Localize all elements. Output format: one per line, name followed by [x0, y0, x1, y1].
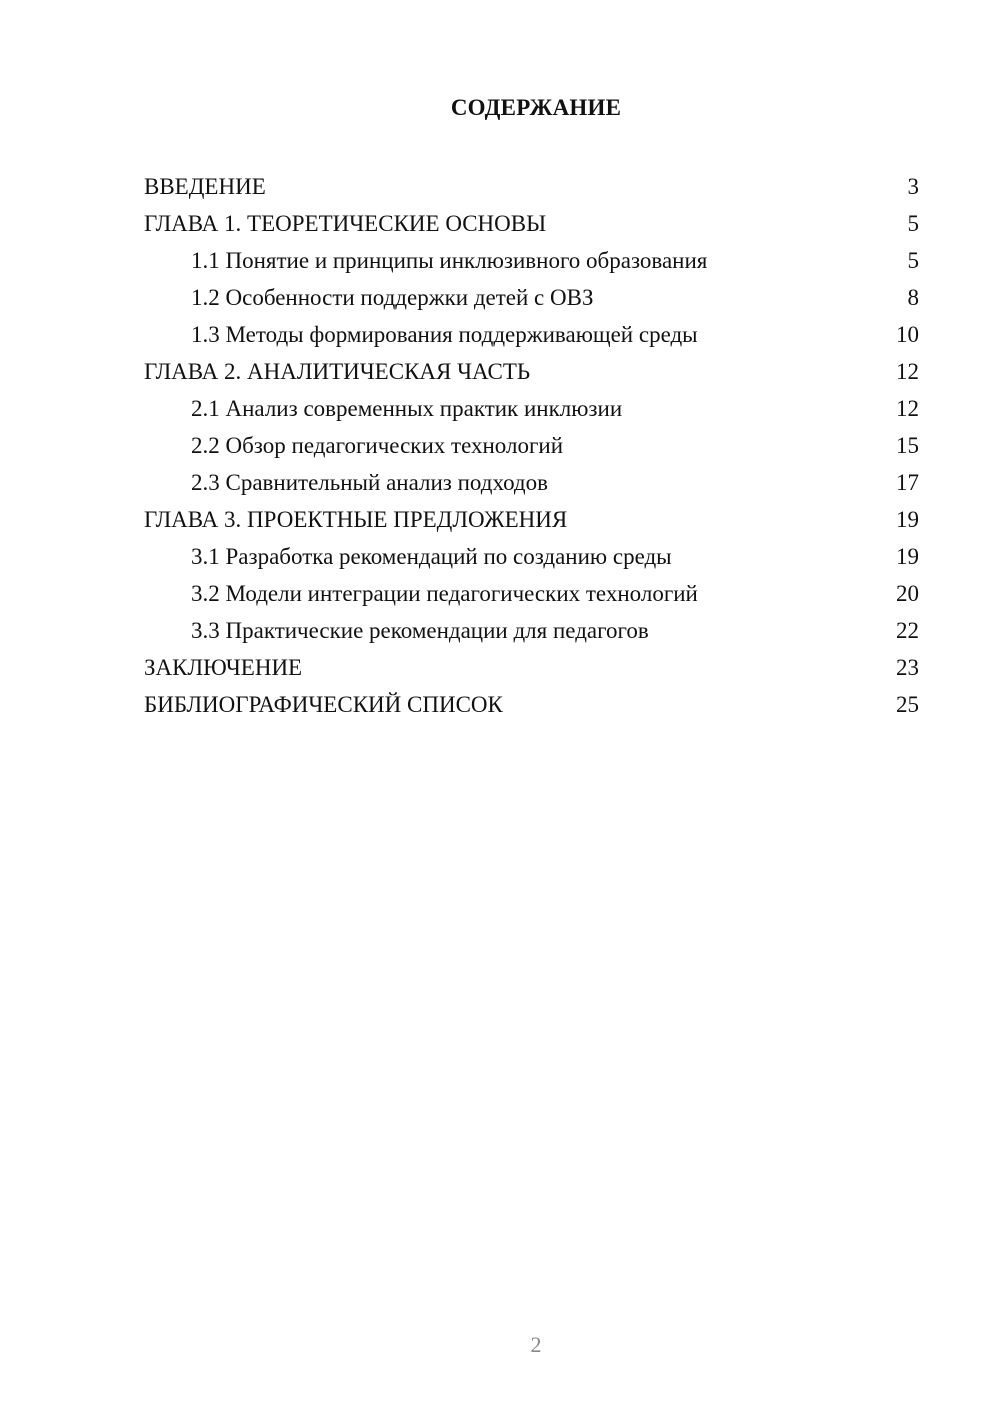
toc-entry-page: 19 [896, 507, 919, 532]
toc-entry-conclusion[interactable] [144, 649, 919, 686]
toc-entry-label: ГЛАВА 1. ТЕОРЕТИЧЕСКИЕ ОСНОВЫ [144, 211, 547, 236]
toc-entry-page: 22 [896, 618, 919, 643]
toc-entry-label: 3.1 Разработка рекомендаций по созданию среды [191, 544, 672, 569]
toc-entry-label: 2.1 Анализ современных практик инклюзии [191, 396, 623, 421]
toc-entry-label: 1.1 Понятие и принципы инклюзивного образования [191, 248, 708, 273]
toc-entry-page: 5 [907, 248, 919, 273]
toc-entry-label: 3.3 Практические рекомендации для педагогов [191, 618, 649, 643]
toc-entry-page: 12 [896, 396, 919, 421]
toc-entry-page: 3 [907, 174, 919, 199]
toc-entry-label: 3.2 Модели интеграции педагогических технологий [191, 581, 698, 606]
toc-entry-section-1-2[interactable] [144, 279, 919, 316]
toc-entry-page: 12 [896, 359, 919, 384]
toc-entry-label: ГЛАВА 2. АНАЛИТИЧЕСКАЯ ЧАСТЬ [144, 359, 531, 384]
toc-entry-section-3-1[interactable] [144, 538, 919, 575]
table-of-contents [144, 168, 919, 723]
toc-entry-page: 25 [896, 692, 919, 717]
page-number: 2 [530, 1332, 542, 1357]
toc-entry-label: ЗАКЛЮЧЕНИЕ [144, 655, 303, 680]
toc-entry-chapter-3[interactable] [144, 501, 919, 538]
toc-entry-label: 2.2 Обзор педагогических технологий [191, 433, 564, 458]
toc-entry-section-2-3[interactable] [144, 464, 919, 501]
toc-entry-bibliography[interactable] [144, 686, 919, 723]
toc-entry-section-3-2[interactable] [144, 575, 919, 612]
toc-entry-label: ВВЕДЕНИЕ [144, 174, 266, 199]
page-title: СОДЕРЖАНИЕ [450, 95, 622, 120]
toc-entry-section-2-2[interactable] [144, 427, 919, 464]
toc-entry-page: 23 [896, 655, 919, 680]
toc-entry-label: 1.2 Особенности поддержки детей с ОВЗ [191, 285, 594, 310]
toc-entry-chapter-2[interactable] [144, 353, 919, 390]
toc-entry-label: 2.3 Сравнительный анализ подходов [191, 470, 548, 495]
toc-entry-page: 17 [896, 470, 919, 495]
toc-entry-page: 15 [896, 433, 919, 458]
toc-entry-page: 20 [896, 581, 919, 606]
toc-entry-page: 10 [896, 322, 919, 347]
toc-entry-label: 1.3 Методы формирования поддерживающей среды [191, 322, 698, 347]
toc-entry-label: ГЛАВА 3. ПРОЕКТНЫЕ ПРЕДЛОЖЕНИЯ [144, 507, 568, 532]
toc-entry-chapter-1[interactable] [144, 205, 919, 242]
toc-entry-section-3-3[interactable] [144, 612, 919, 649]
toc-entry-section-1-1[interactable] [144, 242, 919, 279]
toc-entry-page: 5 [907, 211, 919, 236]
toc-entry-label: БИБЛИОГРАФИЧЕСКИЙ СПИСОК [144, 692, 503, 717]
toc-entry-introduction[interactable] [144, 168, 919, 205]
toc-entry-page: 8 [907, 285, 919, 310]
toc-entry-page: 19 [896, 544, 919, 569]
toc-entry-section-2-1[interactable] [144, 390, 919, 427]
toc-entry-section-1-3[interactable] [144, 316, 919, 353]
